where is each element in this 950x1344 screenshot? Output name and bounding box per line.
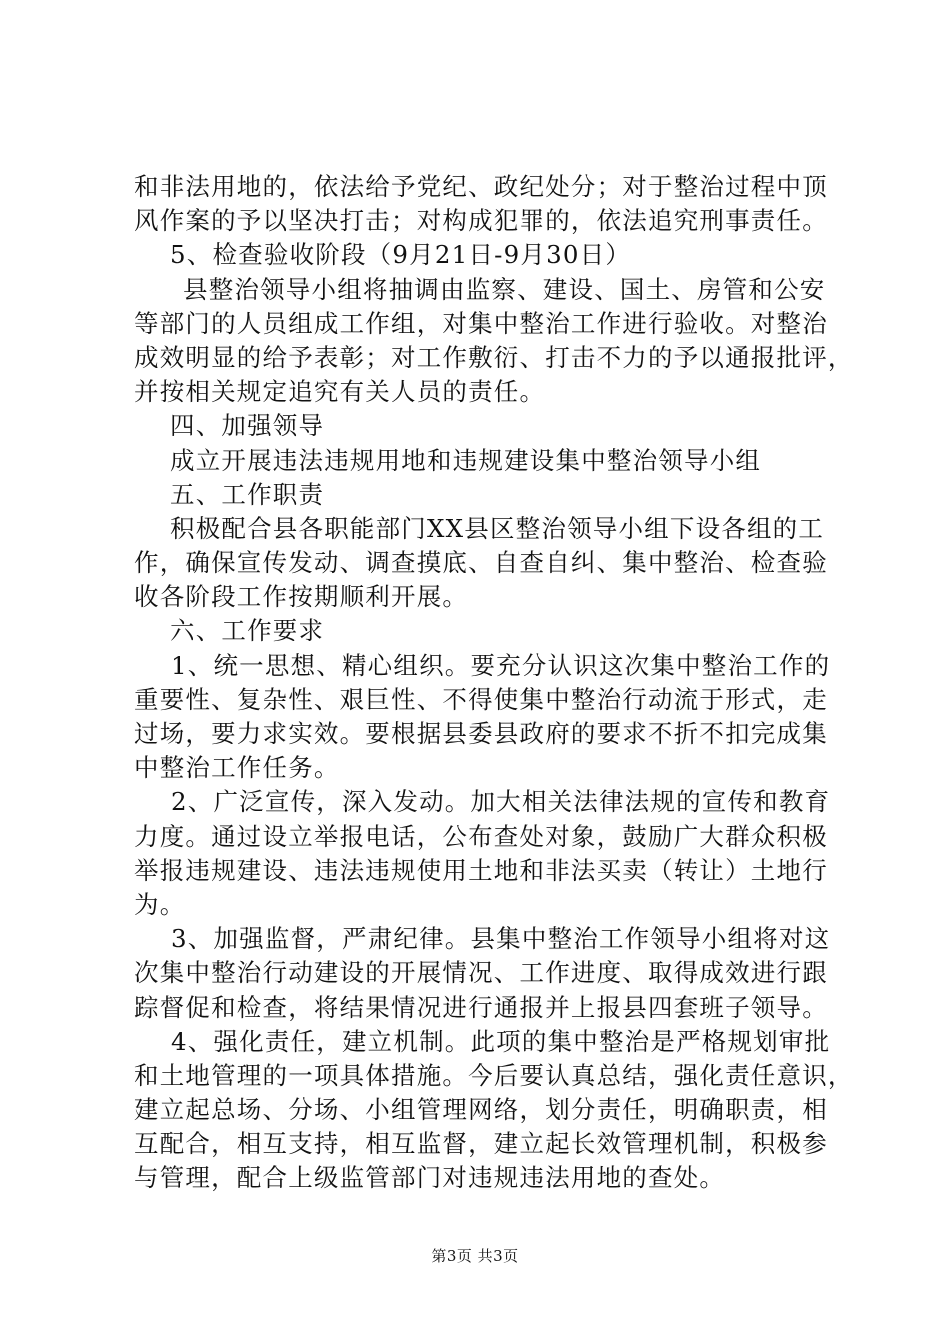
text-line: 力度。通过设立举报电话，公布查处对象，鼓励广大群众积极 [134,821,828,851]
document-body [134,170,854,1196]
text-line: 次集中整治行动建设的开展情况、工作进度、取得成效进行跟 [134,958,828,988]
text-line: 和非法用地的，依法给予党纪、政纪处分；对于整治过程中顶 [134,172,828,201]
text-line: 中整治工作任务。 [134,753,340,783]
text-line: 互配合，相互支持，相互监督，建立起长效管理机制，积极参 [134,1129,828,1159]
text-line: 县整治领导小组将抽调由监察、建设、国土、房管和公安 [183,274,826,304]
text-line: 与管理，配合上级监管部门对违规违法用地的查处。 [134,1163,726,1193]
text-line: 重要性、复杂性、艰巨性、不得使集中整治行动流于形式，走 [134,684,828,714]
text-line: 踪督促和检查，将结果情况进行通报并上报县四套班子领导。 [134,992,828,1022]
text-line: 举报违规建设、违法违规使用土地和非法买卖（转让）土地行 [134,855,828,885]
text-line: 和土地管理的一项具体措施。今后要认真总结，强化责任意识， [134,1060,854,1090]
section-heading: 四、加强领导 [170,411,325,441]
text-line: 并按相关规定追究有关人员的责任。 [134,377,546,407]
text-line: 成立开展违法违规用地和违规建设集中整治领导小组 [170,445,762,475]
page-footer: 第3页 共3页 [431,1247,519,1265]
text-line: 风作案的予以坚决打击；对构成犯罪的，依法追究刑事责任。 [134,206,828,236]
section-heading: 六、工作要求 [170,616,325,646]
text-line: 4、强化责任，建立机制。此项的集中整治是严格规划审批 [171,1026,831,1056]
text-line: 收各阶段工作按期顺利开展。 [134,582,469,612]
text-line: 积极配合县各职能部门XX县区整治领导小组下设各组的工 [170,513,825,543]
text-line: 成效明显的给予表彰；对工作敷衍、打击不力的予以通报批评， [134,342,854,372]
section-heading: 五、工作职责 [170,479,325,509]
text-line: 过场，要力求实效。要根据县委县政府的要求不折不扣完成集 [134,719,828,748]
text-line: 1、统一思想、精心组织。要充分认识这次集中整治工作的 [171,650,831,680]
text-line: 建立起总场、分场、小组管理网络，划分责任，明确职责，相 [134,1095,828,1125]
text-line: 2、广泛宣传，深入发动。加大相关法律法规的宣传和教育 [171,787,831,817]
text-line: 等部门的人员组成工作组，对集中整治工作进行验收。对整治 [134,308,828,338]
text-line: 3、加强监督，严肃纪律。县集中整治工作领导小组将对这 [171,924,831,954]
text-line: 为。 [134,889,186,919]
text-line: 作，确保宣传发动、调查摸底、自查自纠、集中整治、检查验 [134,548,828,578]
section-heading: 5、检查验收阶段（9月21日-9月30日） [170,240,632,270]
